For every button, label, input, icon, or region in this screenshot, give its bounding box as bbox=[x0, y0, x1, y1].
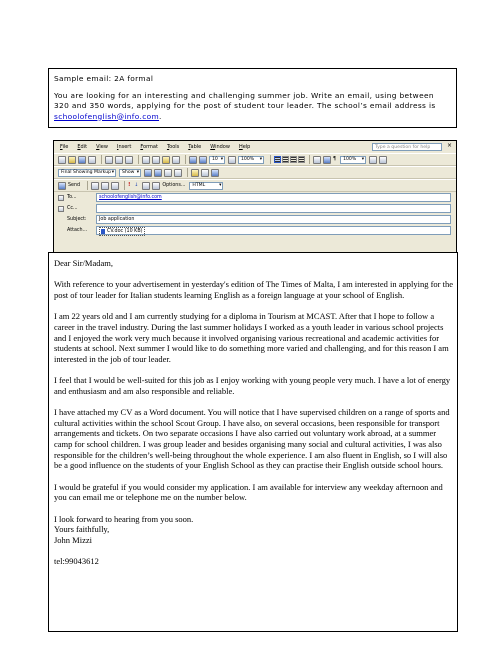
email-toolbar bbox=[54, 179, 456, 192]
align-right-icon[interactable] bbox=[290, 156, 297, 163]
menu-tools[interactable]: Tools bbox=[166, 144, 180, 150]
importance-low-icon[interactable]: ↓ bbox=[134, 183, 139, 188]
attach-label[interactable] bbox=[58, 228, 96, 233]
next-change-icon[interactable] bbox=[154, 169, 162, 177]
attachment-name: CV.doc (10 KB) bbox=[107, 229, 143, 234]
school-email-link[interactable]: schoolofenglish@info.com bbox=[54, 111, 160, 121]
email-body[interactable] bbox=[48, 252, 458, 632]
paste-icon[interactable] bbox=[162, 156, 170, 164]
spelling-icon[interactable] bbox=[125, 156, 133, 164]
body-paragraph: I have attached my CV as a Word document. You will notice that I have supervised children on a range of sports and cultural activities within the school Scout Group. I have also, on several occasions, been responsible for transport arrangements and tickets. On two separate occasions I have also carried out voluntary work abroad, at a summer camp for school children. I was group leader and besides organising many social and cultural activities, I was also responsible for the children’s well-being throughout the whole experience. I am also fluent in English, so I will also be a good influence on the students of your English School as they can practise their English outside school hours. bbox=[54, 407, 450, 471]
signoff: Yours faithfully, bbox=[54, 524, 110, 535]
cut-icon[interactable] bbox=[142, 156, 150, 164]
show-hide-icon[interactable]: ¶ bbox=[333, 157, 337, 162]
subject-row bbox=[54, 214, 456, 225]
subject-label-text: Subject: bbox=[67, 217, 87, 222]
options-icon[interactable] bbox=[152, 182, 160, 190]
closing-line: I look forward to hearing from you soon. bbox=[54, 513, 194, 524]
cc-label[interactable] bbox=[58, 206, 96, 212]
align-center-icon[interactable] bbox=[282, 156, 289, 163]
subject-label bbox=[58, 217, 96, 222]
cc-label-text: Cc... bbox=[67, 206, 78, 211]
align-left-icon[interactable] bbox=[274, 156, 281, 163]
previous-change-icon[interactable] bbox=[144, 169, 152, 177]
body-paragraph: I feel that I would be well-suited for this job as I enjoy working with young people very much. I have a lot of energy and enthusiasm and am also responsible and reliable. bbox=[54, 375, 451, 396]
body-paragraph: I am 22 years old and I am currently studying for a diploma in Tourism at MCAST. After that I hope to follow a career in the travel industry. During the last summer holidays I worked as a youth leader in various school projects and I enjoyed the work very much because it involved organising various recreational and academic activities for students at school. Next summer I would like to do something more varied and challenging, and for this reason I am interested in the job of tour leader. bbox=[54, 311, 449, 364]
toolbar-separator bbox=[270, 155, 271, 164]
attach-label-text: Attach... bbox=[67, 228, 88, 233]
toolbar-separator bbox=[101, 155, 102, 164]
zoom-select[interactable]: 100% ▾ bbox=[238, 156, 264, 164]
copy-icon[interactable] bbox=[152, 156, 160, 164]
justify-icon[interactable] bbox=[298, 156, 305, 163]
address-book-icon bbox=[58, 206, 64, 212]
show-menu[interactable]: Show ▾ bbox=[119, 169, 141, 177]
task-period: . bbox=[159, 111, 162, 121]
columns-icon[interactable] bbox=[323, 156, 331, 164]
salutation: Dear Sir/Madam, bbox=[54, 258, 114, 268]
toolbar-separator bbox=[185, 155, 186, 164]
options-button[interactable]: Options... bbox=[162, 183, 186, 188]
menu-window[interactable]: Window bbox=[210, 144, 230, 150]
word-file-icon bbox=[101, 229, 105, 234]
insert-comment-icon[interactable] bbox=[191, 169, 199, 177]
print-preview-icon[interactable] bbox=[115, 156, 123, 164]
cc-row bbox=[54, 203, 456, 214]
menu-view[interactable]: View bbox=[96, 144, 108, 150]
font-color-icon[interactable] bbox=[379, 156, 387, 164]
follow-up-flag-icon[interactable] bbox=[142, 182, 150, 190]
subject-field[interactable]: Job application bbox=[96, 215, 451, 224]
close-icon[interactable]: × bbox=[446, 142, 452, 149]
task-instructions bbox=[54, 91, 451, 123]
task-heading: Sample email: 2A formal bbox=[54, 74, 154, 83]
menu-table[interactable]: Table bbox=[188, 144, 202, 150]
print-icon[interactable] bbox=[105, 156, 113, 164]
address-book-icon[interactable] bbox=[101, 182, 109, 190]
to-field[interactable]: schoolofenglish@info.com bbox=[96, 193, 451, 202]
format-painter-icon[interactable] bbox=[172, 156, 180, 164]
sender-name: John Mizzi bbox=[54, 534, 93, 545]
toolbar-separator bbox=[138, 155, 139, 164]
task-instructions-text: You are looking for an interesting and challenging summer job. Write an email, using between 320 and 350 words, applying for the post of student tour leader. The school’s email address is bbox=[54, 90, 436, 110]
menu-bar bbox=[54, 141, 456, 153]
zoom-select-2[interactable]: 100% ▾ bbox=[340, 156, 366, 164]
markup-view-select[interactable]: Final Showing Markup ▾ bbox=[58, 169, 116, 177]
task-box bbox=[48, 68, 457, 128]
menu-edit[interactable]: Edit bbox=[77, 144, 88, 150]
help-search-input[interactable]: Type a question for help bbox=[372, 143, 442, 151]
font-size-select[interactable]: 10 ▾ bbox=[209, 156, 225, 164]
toolbar-separator bbox=[87, 181, 88, 190]
open-icon[interactable] bbox=[68, 156, 76, 164]
address-book-icon bbox=[58, 195, 64, 201]
check-names-icon[interactable] bbox=[111, 182, 119, 190]
sender-telephone: tel:99043612 bbox=[54, 556, 99, 567]
table-icon[interactable] bbox=[313, 156, 321, 164]
save-icon[interactable] bbox=[78, 156, 86, 164]
to-row bbox=[54, 192, 456, 203]
reviewing-toolbar bbox=[54, 166, 456, 179]
send-icon[interactable] bbox=[58, 182, 66, 190]
toolbar-separator bbox=[309, 155, 310, 164]
body-paragraph: I would be grateful if you would consider my application. I am available for interview any weekday afternoon and you can email me or telephone me on the number below. bbox=[54, 481, 443, 503]
attach-field[interactable] bbox=[96, 226, 451, 235]
to-label[interactable] bbox=[58, 195, 96, 201]
menu-insert[interactable]: Insert bbox=[116, 144, 132, 150]
attach-row bbox=[54, 225, 456, 236]
menu-format[interactable]: Format bbox=[140, 144, 158, 150]
menu-help[interactable]: Help bbox=[238, 144, 251, 150]
to-label-text: To... bbox=[67, 195, 77, 200]
highlight-icon[interactable] bbox=[369, 156, 377, 164]
reviewing-pane-icon[interactable] bbox=[211, 169, 219, 177]
standard-toolbar bbox=[54, 153, 456, 166]
cc-field[interactable] bbox=[96, 204, 451, 213]
track-changes-icon[interactable] bbox=[201, 169, 209, 177]
accept-change-icon[interactable] bbox=[164, 169, 172, 177]
redo-icon[interactable] bbox=[199, 156, 207, 164]
undo-icon[interactable] bbox=[189, 156, 197, 164]
attach-icon[interactable] bbox=[91, 182, 99, 190]
new-icon[interactable] bbox=[58, 156, 66, 164]
menu-file[interactable]: File bbox=[60, 144, 69, 150]
bold-icon[interactable] bbox=[228, 156, 236, 164]
email-window bbox=[53, 140, 457, 253]
body-paragraph: With reference to your advertisement in yesterday's edition of The Times of Malta, I am interested in applying for the post of tour leader for Italian students learning English as a foreign language at your school of English. bbox=[54, 279, 454, 300]
permission-icon[interactable] bbox=[88, 156, 96, 164]
importance-high-icon[interactable]: ! bbox=[128, 183, 131, 188]
attachment-chip[interactable] bbox=[99, 227, 145, 236]
format-select[interactable]: HTML ▾ bbox=[189, 182, 223, 190]
toolbar-separator bbox=[124, 181, 125, 190]
reject-change-icon[interactable] bbox=[174, 169, 182, 177]
send-button[interactable]: Send bbox=[68, 183, 81, 188]
toolbar-separator bbox=[187, 168, 188, 177]
